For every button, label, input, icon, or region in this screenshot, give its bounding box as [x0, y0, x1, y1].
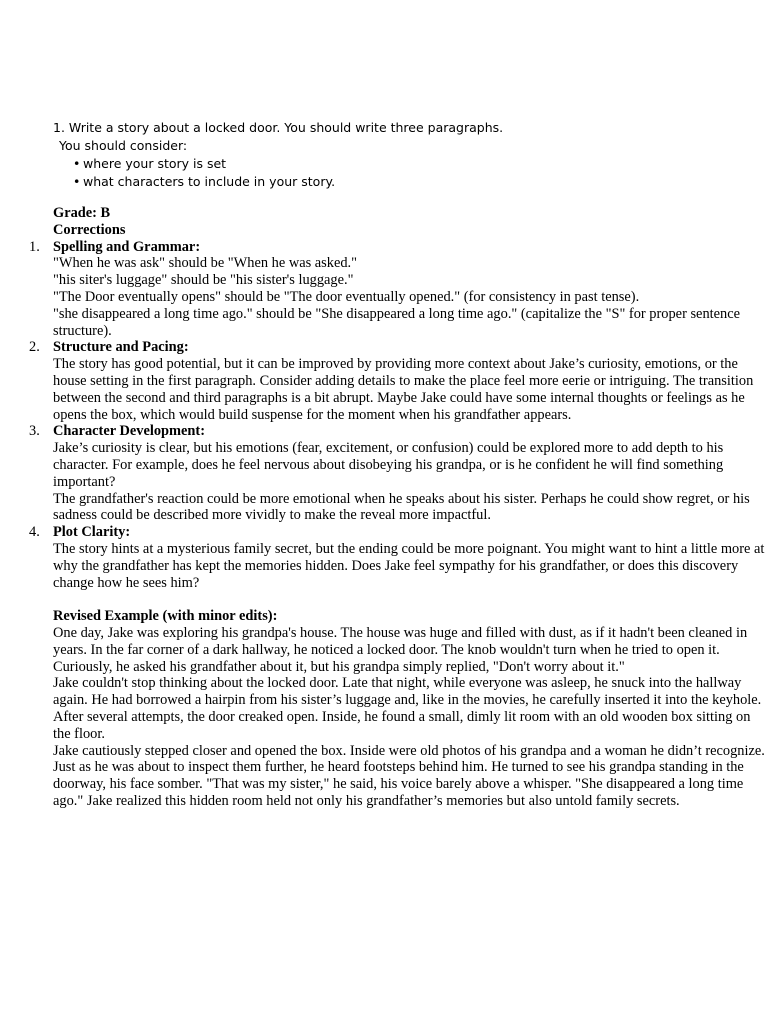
prompt-bullet: • where your story is set	[73, 156, 227, 171]
prompt-bullet-list	[53, 155, 753, 191]
revised-example-heading: Revised Example (with minor edits):	[53, 608, 278, 625]
revised-paragraph: Jake couldn't stop thinking about the locked door. Late that night, while everyone was asleep, he snuck into the hallway again. He had borrowed a hairpin from his sister’s luggage and, like in the movies, he carefully inserted it into the keyhole. After several attempts, the door creaked open. Inside, he found a small, dimly lit room with an old wooden box sitting on the floor.	[53, 675, 762, 742]
section-character-development	[29, 423, 765, 524]
section-paragraph: Jake’s curiosity is clear, but his emotions (fear, excitement, or confusion) could be explored more to add depth to his character. For example, does he feel nervous about disobeying his grandpa, or is he confident he will find something important?	[53, 440, 724, 490]
spacer	[53, 591, 765, 608]
section-plot-clarity	[29, 524, 765, 591]
section-structure-pacing	[29, 339, 765, 423]
section-paragraph: "his siter's luggage" should be "his sister's luggage."	[53, 272, 354, 289]
section-paragraph: The story has good potential, but it can be improved by providing more context about Jake’s curiosity, emotions, or the house setting in the first paragraph. Consider adding details to make the place feel more eerie or intriguing. The transition between the second and third paragraphs is a bit abrupt. Maybe Jake could have some internal thoughts or feelings as he opens the box, which would build suspense for the moment when his grandfather appears.	[53, 356, 754, 423]
bullet-icon: •	[73, 174, 81, 189]
section-number: 2.	[29, 339, 40, 356]
section-paragraph: The grandfather's reaction could be more emotional when he speaks about his sister. Perhaps he could show regret, or his sadness could be described more vividly to make the reveal more impactful.	[53, 490, 750, 524]
section-number: 1.	[29, 238, 40, 255]
revised-paragraph: Jake cautiously stepped closer and opened the box. Inside were old photos of his grandpa and a woman he didn’t recognize. Just as he was about to inspect them further, he heard footsteps behind him. He turned to see his grandpa standing in the doorway, his face somber. "That was my sister," he said, his voice barely above a whisper. "She disappeared a long time ago." Jake realized this hidden room held not only his grandfather’s memories but also untold family secrets.	[53, 742, 765, 809]
prompt-consider: You should consider:	[59, 138, 188, 153]
prompt-bullet: • what characters to include in your story.	[73, 174, 336, 189]
section-paragraph: "When he was ask" should be "When he was asked."	[53, 255, 358, 272]
section-paragraph: The story hints at a mysterious family secret, but the ending could be more poignant. You might want to hint a little more at why the grandfather has kept the memories hidden. Does Jake feel sympathy for his grandfather, or does this discovery change how he sees him?	[53, 540, 765, 591]
section-spelling-grammar	[29, 238, 765, 340]
section-number: 4.	[29, 524, 40, 541]
section-heading: Structure and Pacing:	[53, 339, 189, 356]
revised-paragraph: One day, Jake was exploring his grandpa's house. The house was huge and filled with dust, as if it hadn't been cleaned in years. In the far corner of a dark hallway, he noticed a locked door. The knob wouldn't turn when he tried to open it. Curiously, he asked his grandfather about it, but his grandpa simply replied, "Don't worry about it."	[53, 624, 748, 675]
bullet-icon: •	[73, 156, 81, 171]
section-heading: Character Development:	[53, 423, 205, 440]
section-paragraph: "The Door eventually opens" should be "The door eventually opened." (for consistency in past tense).	[53, 288, 640, 305]
grade-label: Grade: B	[53, 205, 111, 221]
corrections-heading: Corrections	[53, 221, 126, 238]
section-number: 3.	[29, 423, 40, 440]
assignment-prompt	[53, 119, 753, 191]
prompt-instruction: 1. Write a story about a locked door. You should write three paragraphs.	[53, 120, 504, 135]
section-heading: Plot Clarity:	[53, 524, 131, 541]
section-paragraph: "she disappeared a long time ago." should be "She disappeared a long time ago." (capitalize the "S" for proper sentence structure).	[53, 305, 740, 339]
section-heading: Spelling and Grammar:	[53, 238, 201, 255]
feedback-body	[29, 205, 765, 810]
